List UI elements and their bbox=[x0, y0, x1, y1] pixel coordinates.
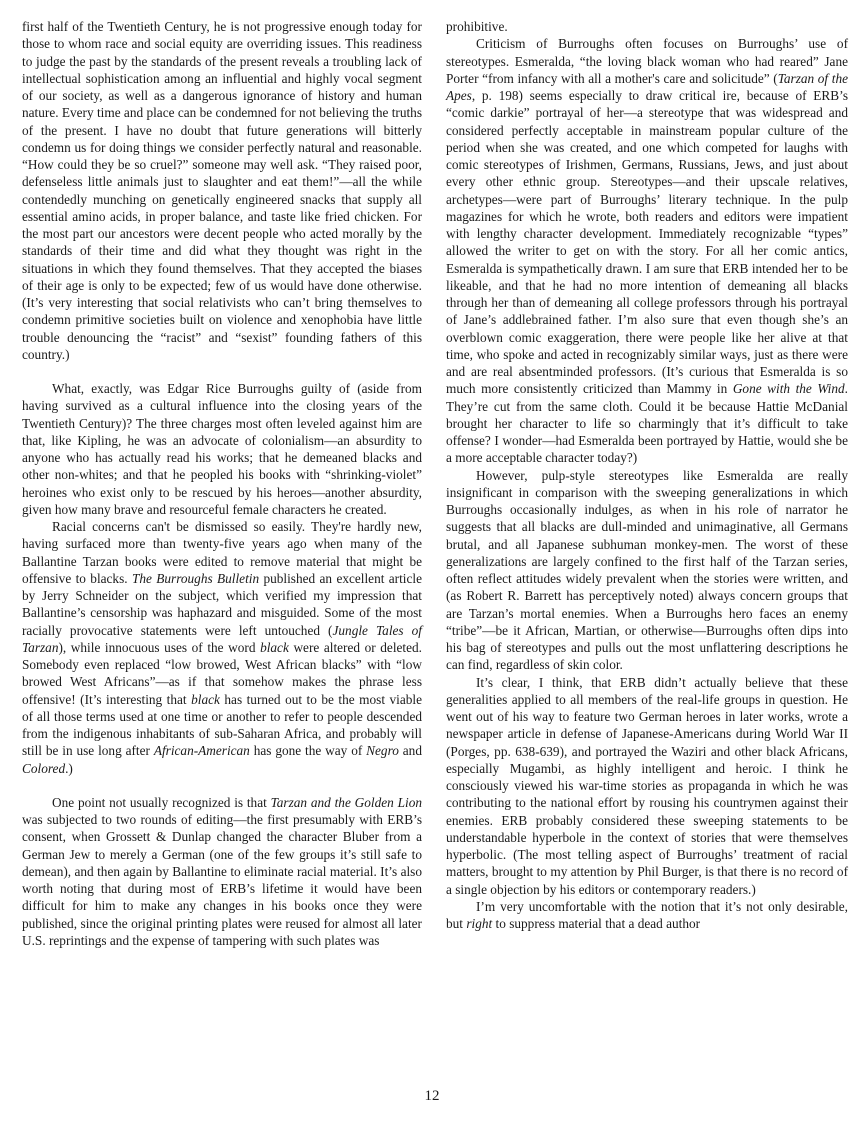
italic-title: Jungle Tales of Tarzan bbox=[22, 622, 423, 655]
paragraph: prohibitive. bbox=[446, 19, 508, 34]
paragraph bbox=[22, 794, 422, 949]
paragraph bbox=[446, 898, 848, 933]
text-run: ), while innocuous uses of the word bbox=[58, 639, 261, 655]
italic-title: The Burroughs Bulletin bbox=[131, 570, 260, 586]
italic-word: black bbox=[191, 691, 220, 707]
right-column bbox=[446, 18, 848, 932]
text-run: I’m very uncomfortable with the notion that it’s not only desirable, but bbox=[446, 898, 848, 931]
italic-word: black bbox=[260, 639, 289, 655]
paragraph bbox=[22, 518, 422, 777]
paragraph: It’s clear, I think, that ERB didn’t actually believe that these generalities applied to all members of the real-life groups in question. He went out of his way to feature two German heroes in later works, wrote a newspaper article in defense of Japanese-Americans during World War II (Porges, pp. 638-639), and portrayed the Waziri and other black Africans, especially Mugambi, as highly intelligent and heroic. I think he consciously viewed his war-time stories as propaganda in which he was contributing to the national effort by rousing his countrymen against their enemies. ERB probably considered these sweeping statements to be understandable hyperbole in the context of stories that were themselves hyperbolic. (The most telling aspect of Burroughs’ treatment of racial matters, brought to my attention by Phil Burger, is that there is no record of a single objection by his editors or contemporary readers.) bbox=[446, 674, 848, 897]
text-run: . They’re cut from the same cloth. Could it be because Hattie McDanial brought her character to life so charmingly that it’s difficult to take offense? I wonder—had Esmeralda been portrayed by Hattie, would she be a more acceptable character today?) bbox=[446, 381, 848, 466]
text-run: Racial concerns can't be dismissed so easily. They're hardly new, having surfaced more than twenty-five years ago when many of the Ballantine Tarzan books were edited to remove material that might be offensive to blacks. bbox=[22, 519, 422, 586]
text-run: to suppress material that a dead author bbox=[492, 916, 701, 931]
paragraph bbox=[446, 35, 848, 466]
paragraph: What, exactly, was Edgar Rice Burroughs guilty of (aside from having survived as a cultural influence into the closing years of the Twentieth Century)? The three charges most often leveled against him are that, like Kipling, he was an advocate of colonialism—an absurdity to anyone who has actually read his works; that he demeaned blacks and other non-whites; and that he peopled his books with “shrinking-violet” heroines who exist only to be rescued by his heroes—another absurdity, given how many brave and resourceful female characters he created. bbox=[22, 381, 422, 517]
paragraph: first half of the Twentieth Century, he is not progressive enough today for those to whom race and social equity are overriding issues. This readiness to judge the past by the standards of the present reveals a troubling lack of intellectual sophistication among an influential and highly vocal segment of our society, as well as a dangerous ignorance of history and human nature. Every time and place can be condemned for not believing the truths of the present. I have no doubt that future generations will bitterly condemn us for doing things we consider perfectly natural and reasonable. “How could they be so cruel?” someone may well ask. “They raised poor, defenseless little animals just to slaughter and eat them!”—all the while contendedly munching on genetically engineered snacks that supply all essential amino acids, in proper balance, and taste like fried chicken. For the most part our ancestors were decent people who acted morally by the standards of their time and did what they thought was right in the situations in which they found themselves. That they accepted the biases of their age is only to be expected; few of us would have done otherwise. (It’s very interesting that social relativists who can’t bring themselves to condemn primitive societies built on violence and xenophobia have little trouble denouncing the “racist” and “sexist” founding fathers of this country.) bbox=[22, 19, 422, 362]
text-run: .) bbox=[65, 760, 73, 776]
italic-title: Gone with the Wind bbox=[732, 381, 845, 397]
text-run: , p. 198) seems especially to draw critical ire, because of ERB’s “comic darkie” portrayal of her—a stereotype that was widespread and considered perfectly acceptable in mainstream popular culture of the period when she was created, and one which competed for laughs with comic stereotypes of Irishmen, Germans, Russians, Jews, and just about every other ethnic group. Stereotypes—and their upscale relatives, archetypes—were part of Burroughs’ literary technique. In the pulp magazines for which he wrote, both readers and editors were impatient with lengthy character development. Immediately recognizable “types” allowed the writer to get on with the story. For all her comic antics, Esmeralda is sympathetically drawn. I am sure that ERB intended her to be likeable, and that he had no more intention of demeaning all blacks through her than of demeaning all college professors through his portrayal of Jane’s addlebrained father. I’m also sure that even though she’s an overblown comic exaggeration, there were people like her alive at that time, who spoke and acted in recognizably similar ways, just as there were and are real absentminded professors. (It’s curious that Esmeralda is so much more consistently criticized than Mammy in bbox=[446, 88, 848, 397]
italic-word: Negro bbox=[366, 743, 399, 759]
left-column bbox=[22, 18, 422, 949]
italic-word: right bbox=[466, 916, 493, 931]
text-run: and bbox=[398, 743, 422, 759]
italic-title: Tarzan of the Apes bbox=[446, 70, 848, 103]
text-run: Criticism of Burroughs often focuses on Burroughs’ use of stereotypes. Esmeralda, “the loving black woman who had reared” Jane Porter “from infancy with all a mother's care and solicitude” ( bbox=[446, 36, 848, 86]
italic-word: African-American bbox=[153, 743, 250, 759]
text-run: has turned out to be the most viable of all those terms used at one time or another to refer to people descended from the indigenous inhabitants of sub-Saharan Africa, and probably will still be in use long after bbox=[22, 691, 422, 759]
text-run: were altered or deleted. Somebody even replaced “low browed, West African blacks” with “low browed West Africans”—as if that somehow makes the phrase less offensive! (It’s interesting that bbox=[22, 639, 422, 707]
text-run: has gone the way of bbox=[249, 743, 367, 759]
italic-title: Tarzan and the Golden Lion bbox=[270, 794, 422, 810]
text-run: was subjected to two rounds of editing—the first presumably with ERB’s consent, when Grossett & Dunlap changed the character Bluber from a German Jew to merely a German (one of the few groups it’s still safe to demean), and then again by Ballantine to eliminate racial material. It’s also worth noting that during most of ERB’s lifetime it would have been difficult for him to make any changes in his books once they were published, since the original printing plates were reused for almost all later U.S. reprintings and the expense of tampering with such plates was bbox=[22, 812, 422, 948]
page-number: 12 bbox=[424, 1088, 440, 1104]
italic-word: Colored bbox=[22, 760, 66, 776]
paragraph: However, pulp-style stereotypes like Esmeralda are really insignificant in comparison with the sweeping generalizations in which Burroughs occasionally indulges, as when in his role of narrator he suggests that all blacks are dull-minded and unimaginative, all Germans brutal, and all Japanese subhuman monkey-men. The worst of these generalizations are largely confined to the first half of the Tarzan series, often reflect attitudes widely prevalent when the stories were written, and (as Robert R. Barrett has perceptively noted) always concern groups that are Tarzan’s mortal enemies. When a Burroughs hero faces an enemy “tribe”—be it African, Martian, or otherwise—Burroughs often dips into his bag of stereotypes and pulls out the most unflattering descriptions he can find, regardless of skin color. bbox=[446, 467, 848, 673]
text-run: One point not usually recognized is that bbox=[52, 794, 271, 810]
text-run: published an excellent article by Jerry Schneider on the subject, which verified my impression that Ballantine’s censorship was haphazard and misguided. Some of the most racially provocative statements were left untouched ( bbox=[22, 570, 422, 638]
